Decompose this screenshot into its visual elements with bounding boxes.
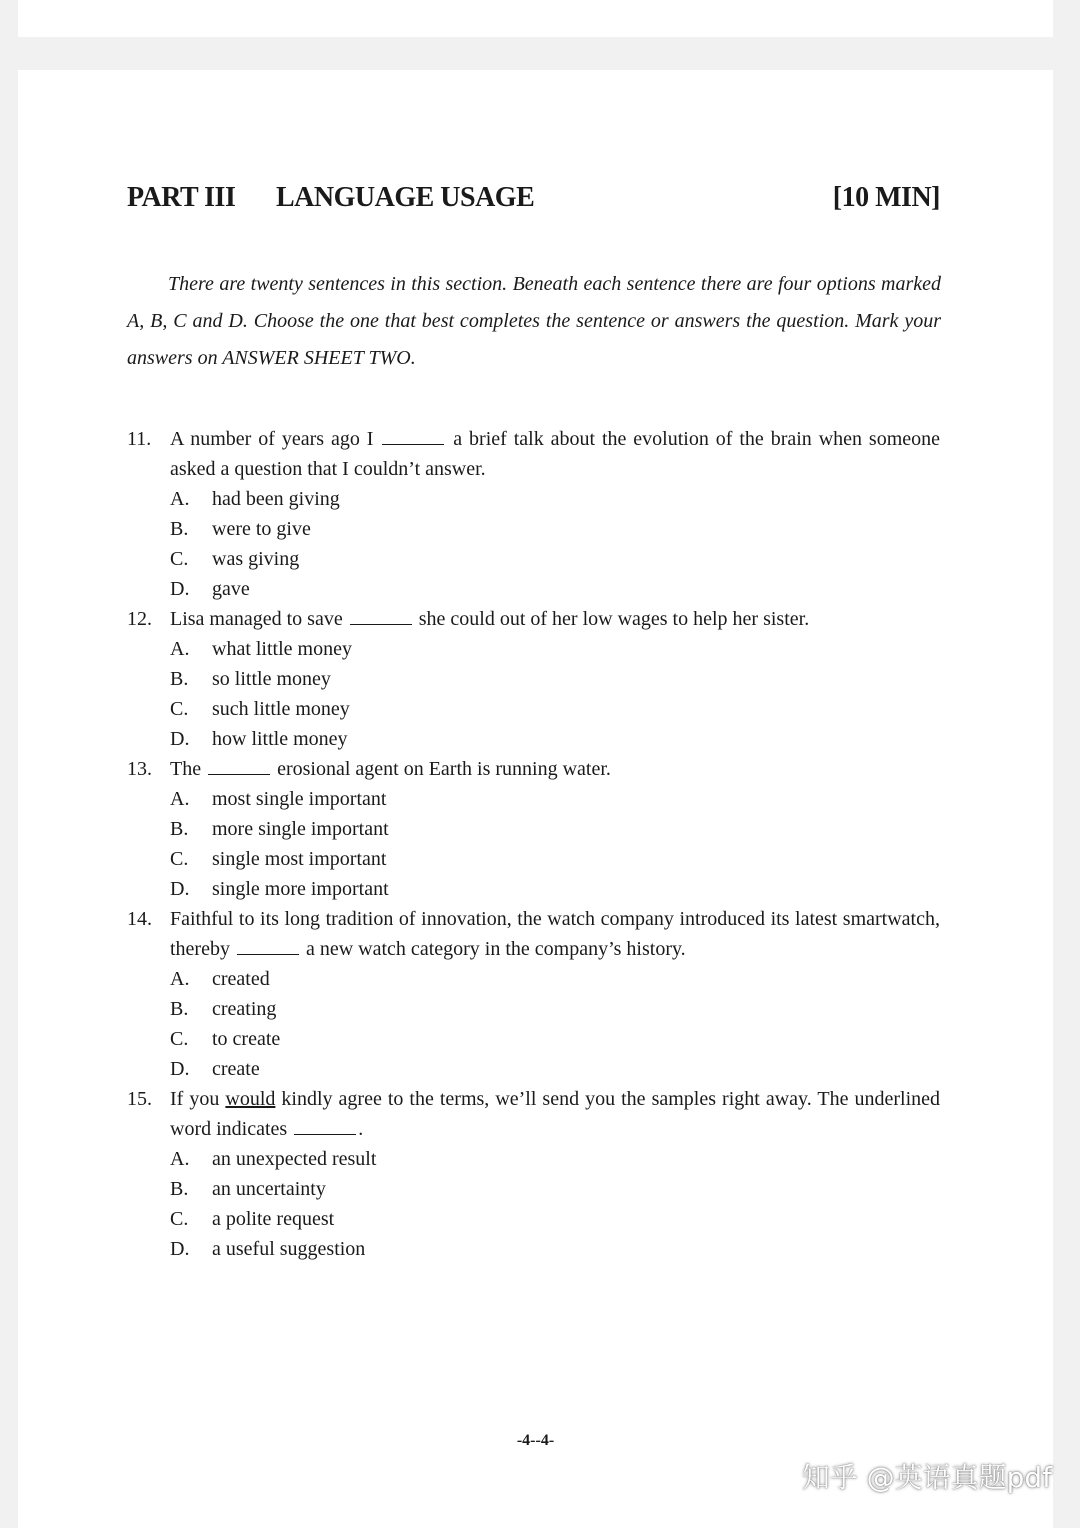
option-letter: D. [170, 1058, 190, 1080]
option-a [127, 634, 940, 664]
option-letter: C. [170, 848, 189, 870]
option-letter: C. [170, 548, 189, 570]
option-text: single most important [212, 848, 387, 870]
question-12 [127, 604, 940, 754]
question-15 [127, 1084, 940, 1264]
stem-text-after: she could out of her low wages to help her sister. [418, 608, 810, 630]
option-text: most single important [212, 788, 387, 810]
option-text: created [212, 968, 270, 990]
option-text: a polite request [212, 1208, 335, 1230]
option-d [127, 724, 940, 754]
instructions: There are twenty sentences in this section. Beneath each sentence there are four options marked A, B, C and D. Choose the one that best completes the sentence or answers the question. Mark your answers on ANSWER SHEET TWO. [127, 273, 941, 369]
option-text: a useful suggestion [212, 1238, 366, 1260]
question-number: 15. [127, 1088, 152, 1110]
option-letter: A. [170, 638, 190, 660]
answer-blank [382, 428, 444, 445]
answer-blank [208, 758, 270, 775]
option-text: was giving [212, 548, 300, 570]
question-14 [127, 904, 940, 1084]
question-number: 11. [127, 428, 152, 450]
option-b [127, 664, 940, 694]
option-text: what little money [212, 638, 352, 660]
page-number: -4--4- [516, 1432, 555, 1449]
option-b [127, 994, 940, 1024]
question-11 [127, 424, 940, 604]
option-b [127, 514, 940, 544]
option-a [127, 784, 940, 814]
option-b [127, 1174, 940, 1204]
question-list [127, 424, 940, 1264]
option-d [127, 1054, 940, 1084]
option-text: create [212, 1058, 260, 1080]
answer-blank [237, 938, 299, 955]
option-letter: A. [170, 788, 190, 810]
option-letter: D. [170, 878, 190, 900]
question-stem [127, 904, 940, 964]
option-text: to create [212, 1028, 281, 1050]
time-limit: [10 MIN] [832, 182, 940, 213]
stem-text-middle: kindly agree to the terms, we’ll send you the samples right away. The underlined word indicates [170, 1088, 941, 1140]
option-letter: B. [170, 668, 189, 690]
option-letter: C. [170, 1028, 189, 1050]
option-letter: C. [170, 698, 189, 720]
option-text: more single important [212, 818, 389, 840]
question-number: 12. [127, 608, 152, 630]
stem-text-before: If you [170, 1088, 220, 1110]
underlined-word: would [225, 1088, 276, 1110]
option-letter: A. [170, 968, 190, 990]
option-a [127, 1144, 940, 1174]
option-text: so little money [212, 668, 331, 690]
option-d [127, 1234, 940, 1264]
option-letter: A. [170, 488, 190, 510]
question-stem [127, 754, 940, 784]
option-letter: D. [170, 1238, 190, 1260]
option-c [127, 544, 940, 574]
stem-text-after: a new watch category in the company’s history. [305, 938, 686, 960]
exam-page [18, 70, 1053, 1528]
question-number: 13. [127, 758, 152, 780]
stem-text-before: A number of years ago I [170, 428, 374, 450]
option-text: were to give [212, 518, 311, 540]
part-label: PART III [127, 182, 236, 213]
option-text: an unexpected result [212, 1148, 377, 1170]
option-letter: D. [170, 578, 190, 600]
watermark: 知乎 @英语真题pdf [801, 1461, 1052, 1494]
option-text: had been giving [212, 488, 340, 510]
question-stem [127, 424, 940, 484]
option-text: gave [212, 578, 250, 600]
option-c [127, 694, 940, 724]
option-text: such little money [212, 698, 350, 720]
option-letter: A. [170, 1148, 190, 1170]
option-text: an uncertainty [212, 1178, 326, 1200]
option-text: creating [212, 998, 277, 1020]
option-letter: D. [170, 728, 190, 750]
option-letter: B. [170, 818, 189, 840]
option-c [127, 1024, 940, 1054]
question-stem [127, 604, 940, 634]
option-a [127, 964, 940, 994]
previous-page-strip [18, 0, 1053, 37]
option-letter: B. [170, 518, 189, 540]
section-title: LANGUAGE USAGE [276, 182, 535, 213]
option-d [127, 874, 940, 904]
option-d [127, 574, 940, 604]
stem-text-before: Faithful to its long tradition of innovation, the watch company introduced its latest smartwatch, thereby [170, 908, 940, 960]
option-letter: B. [170, 998, 189, 1020]
answer-blank [350, 608, 412, 625]
option-text: single more important [212, 878, 389, 900]
question-13 [127, 754, 940, 904]
option-c [127, 844, 940, 874]
question-stem [127, 1084, 940, 1144]
option-text: how little money [212, 728, 348, 750]
option-b [127, 814, 940, 844]
option-a [127, 484, 940, 514]
answer-blank [294, 1118, 356, 1135]
stem-text-before: The [170, 758, 202, 780]
stem-text-before: Lisa managed to save [170, 608, 343, 630]
stem-text-after: erosional agent on Earth is running water. [277, 758, 611, 780]
question-number: 14. [127, 908, 152, 930]
option-c [127, 1204, 940, 1234]
option-letter: B. [170, 1178, 189, 1200]
stem-text-after: . [358, 1118, 364, 1140]
option-letter: C. [170, 1208, 189, 1230]
stem-text-after: a brief talk about the evolution of the brain when someone asked a question that I couldn’t answer. [170, 428, 941, 480]
